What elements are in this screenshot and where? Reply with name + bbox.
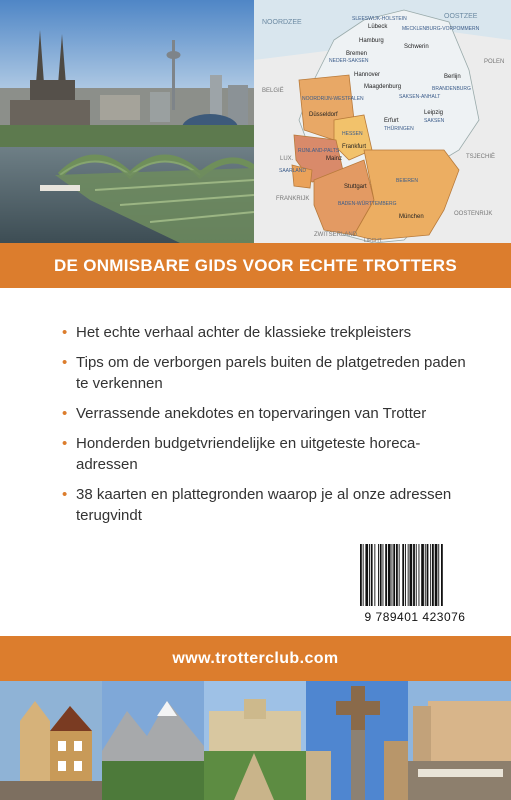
list-item-text: Honderden budgetvriendelijke en uitgeteste horeca-adressen (76, 435, 421, 473)
barcode-bar (432, 544, 434, 606)
headline: DE ONMISBARE GIDS VOOR ECHTE TROTTERS (53, 255, 458, 275)
list-item (62, 352, 482, 394)
barcode-bar (410, 544, 413, 606)
map-city-label: Frankfurt (342, 144, 367, 150)
map-city-label: Leipzig (424, 110, 444, 116)
map-state-label: BEIEREN (396, 178, 418, 184)
barcode-bar (369, 544, 370, 606)
map-country-label: OOSTENRIJK (454, 211, 493, 217)
barcode-bar (399, 544, 400, 606)
bullet-icon: • (62, 324, 68, 341)
map-city-label: Maagdenburg (364, 84, 402, 90)
map-city-label: Mainz (326, 156, 343, 162)
list-item-text: Het echte verhaal achter de klassieke trekpleisters (76, 324, 412, 341)
map-sea-label: NOORDZEE (262, 19, 302, 26)
map-state-label: SAKSEN (424, 118, 445, 124)
map-city-label: München (399, 214, 424, 220)
photo-palace (204, 681, 306, 800)
photo-strip (0, 681, 511, 800)
cologne-illustration (0, 0, 254, 243)
photo-square (408, 681, 511, 800)
photo-alps (102, 681, 204, 800)
map-state-label: SAARLAND (279, 168, 306, 174)
map-city-label: Stuttgart (344, 184, 367, 190)
barcode-bar (393, 544, 395, 606)
bullet-icon: • (62, 354, 68, 371)
barcode-bar (438, 544, 439, 606)
barcode-bar (374, 544, 375, 606)
barcode-bar (392, 544, 393, 606)
photo-rothenburg (0, 681, 102, 800)
list-item-text: Verrassende anekdotes en topervaringen van Trotter (76, 405, 427, 422)
map-city-label: Lübeck (368, 24, 388, 30)
map-state-label: NOORDRIJN-WESTFALEN (302, 96, 364, 102)
barcode-bar (430, 544, 431, 606)
barcode-bar (396, 544, 398, 606)
headline-band (0, 243, 511, 288)
map-sea-label: OOSTZEE (444, 13, 478, 20)
map-country-label: ZWITSERLAND (314, 232, 358, 238)
barcode-bar (408, 544, 409, 606)
germany-map (254, 0, 511, 243)
map-country-label: LIECHT. (364, 238, 383, 243)
map-state-label: SAKSEN-ANHALT (399, 94, 441, 100)
barcode-bar (435, 544, 438, 606)
barcode-bar (419, 544, 420, 606)
barcode-bar (402, 544, 404, 606)
barcode-bar (378, 544, 379, 606)
barcode-bar (383, 544, 384, 606)
map-city-label: Berlijn (444, 74, 461, 80)
map-city-label: Erfurt (384, 118, 399, 124)
list-item (62, 484, 482, 526)
feature-list (62, 322, 482, 535)
barcode-bar (360, 544, 362, 606)
map-state-label: BRANDENBURG (432, 86, 471, 92)
barcode-bar (363, 544, 364, 606)
barcode-bar (427, 544, 429, 606)
map-country-label: FRANKRIJK (276, 196, 310, 202)
barcode-bar (380, 544, 382, 606)
barcode-bar (413, 544, 415, 606)
map-state-label: THÜRINGEN (384, 126, 414, 132)
barcode-bar (365, 544, 368, 606)
map-country-label: POLEN (484, 59, 505, 65)
map-city-label: Düsseldorf (309, 112, 338, 118)
url-band (0, 636, 511, 681)
list-item (62, 433, 482, 475)
list-item-text: 38 kaarten en plattegronden waarop je al onze adressen terugvindt (76, 486, 452, 524)
barcode-bar (371, 544, 373, 606)
barcode-bar (441, 544, 443, 606)
map-country-label: BELGIË (262, 88, 284, 94)
map-city-label: Hamburg (359, 38, 384, 44)
photo-cross (306, 681, 408, 800)
isbn-number: 9 789401 423076 (364, 610, 466, 624)
cologne-photo (0, 0, 254, 243)
barcode-bar (388, 544, 391, 606)
germany-map-illustration (254, 0, 511, 243)
bullet-icon: • (62, 486, 68, 503)
map-state-label: SLEESWIJK-HOLSTEIN (352, 16, 407, 22)
barcode-bar (421, 544, 424, 606)
map-state-label: NEDER-SAKSEN (329, 58, 369, 64)
barcode-bar (425, 544, 426, 606)
bullet-icon: • (62, 405, 68, 422)
barcode-bar (416, 544, 417, 606)
list-item (62, 322, 482, 343)
barcode-bars (358, 544, 472, 608)
map-state-label: RIJNLAND-PALTS (298, 148, 340, 154)
list-item (62, 403, 482, 424)
map-state-label: BADEN-WÜRTTEMBERG (338, 201, 397, 207)
map-country-label: LUX. (280, 156, 294, 162)
map-country-label: TSJECHIË (466, 154, 496, 160)
barcode-bar (405, 544, 406, 606)
map-state-label: HESSEN (342, 131, 363, 137)
map-city-label: Hannover (354, 72, 381, 78)
barcode-bar (385, 544, 387, 606)
website-url[interactable]: www.trotterclub.com (172, 649, 339, 667)
map-city-label: Bremen (346, 51, 368, 57)
map-state-label: MECKLENBURG-VORPOMMERN (402, 26, 480, 32)
list-item-text: Tips om de verborgen parels buiten de platgetreden paden te verkennen (76, 354, 466, 392)
bullet-icon: • (62, 435, 68, 452)
map-city-label: Schwerin (404, 44, 429, 50)
